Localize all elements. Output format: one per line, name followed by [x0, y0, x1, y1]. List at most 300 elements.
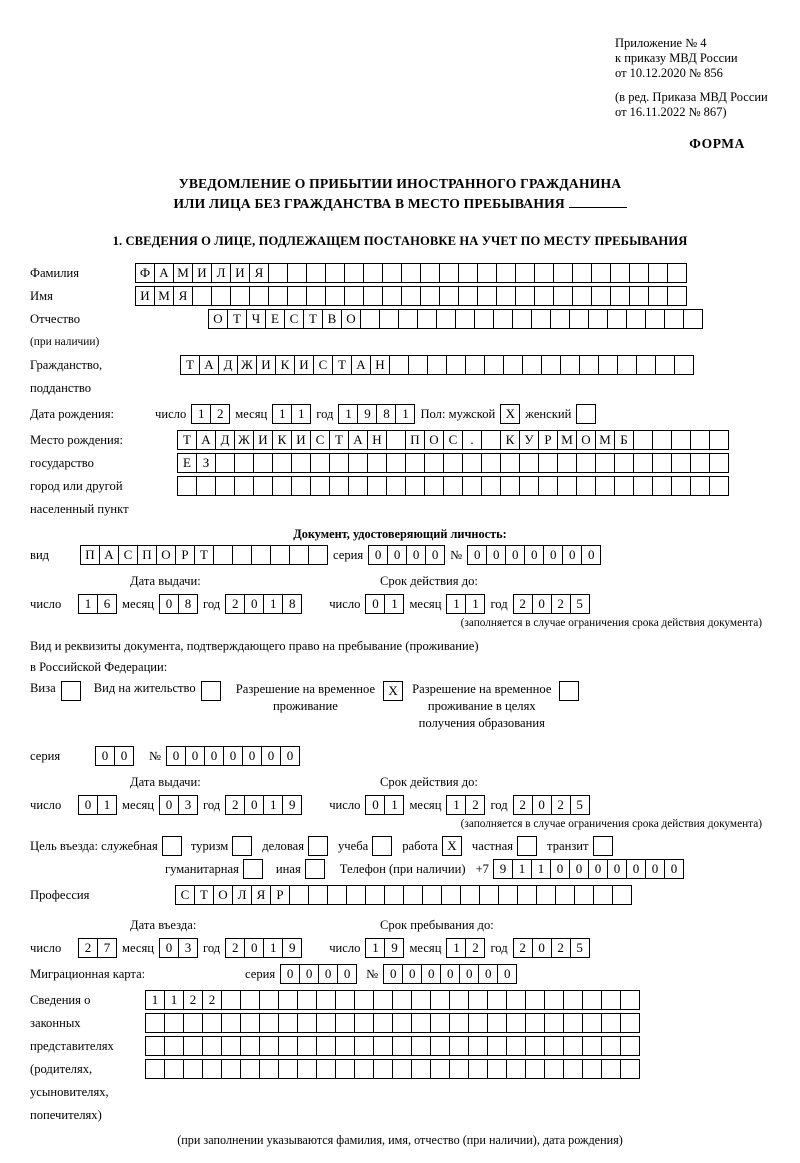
- cell[interactable]: [316, 1059, 336, 1079]
- doc-issue-day-input[interactable]: [78, 594, 116, 614]
- cell[interactable]: [211, 286, 231, 306]
- cell[interactable]: [515, 263, 535, 283]
- cell[interactable]: 2: [513, 795, 533, 815]
- cell[interactable]: М: [557, 430, 577, 450]
- cell[interactable]: [346, 885, 366, 905]
- cell[interactable]: [506, 1013, 526, 1033]
- cell[interactable]: В: [322, 309, 342, 329]
- cell[interactable]: 0: [543, 545, 563, 565]
- cell[interactable]: 1: [446, 594, 466, 614]
- cell[interactable]: 0: [588, 859, 608, 879]
- cell[interactable]: [525, 1013, 545, 1033]
- cell[interactable]: [259, 1013, 279, 1033]
- cell[interactable]: О: [576, 430, 596, 450]
- cell[interactable]: [329, 453, 349, 473]
- cell[interactable]: 2: [513, 594, 533, 614]
- cell[interactable]: [544, 1059, 564, 1079]
- cell[interactable]: Ч: [246, 309, 266, 329]
- cell[interactable]: [253, 476, 273, 496]
- purpose-option-checkbox[interactable]: [372, 836, 392, 856]
- cell[interactable]: [576, 476, 596, 496]
- cell[interactable]: [268, 263, 288, 283]
- cell[interactable]: [582, 990, 602, 1010]
- purpose-option-checkbox[interactable]: [517, 836, 537, 856]
- cell[interactable]: [382, 286, 402, 306]
- patronymic-input[interactable]: [208, 309, 702, 329]
- cell[interactable]: Р: [175, 545, 195, 565]
- cell[interactable]: [305, 859, 325, 879]
- cell[interactable]: [316, 1036, 336, 1056]
- cell[interactable]: [515, 286, 535, 306]
- name-input[interactable]: [135, 286, 686, 306]
- edu-residence-checkbox[interactable]: [559, 681, 578, 701]
- cell[interactable]: 0: [486, 545, 506, 565]
- cell[interactable]: П: [80, 545, 100, 565]
- cell[interactable]: [289, 545, 309, 565]
- cell[interactable]: [344, 286, 364, 306]
- cell[interactable]: [576, 404, 596, 424]
- cell[interactable]: [354, 1036, 374, 1056]
- cell[interactable]: [629, 286, 649, 306]
- cell[interactable]: А: [196, 430, 216, 450]
- cell[interactable]: М: [173, 263, 193, 283]
- cell[interactable]: 8: [282, 594, 302, 614]
- cell[interactable]: 0: [299, 964, 319, 984]
- cell[interactable]: [534, 263, 554, 283]
- cell[interactable]: А: [348, 430, 368, 450]
- cell[interactable]: 1: [338, 404, 358, 424]
- cell[interactable]: 1: [191, 404, 211, 424]
- cell[interactable]: [468, 1036, 488, 1056]
- cell[interactable]: [196, 476, 216, 496]
- stay-issue-month-input[interactable]: [159, 795, 197, 815]
- cell[interactable]: О: [156, 545, 176, 565]
- cell[interactable]: А: [99, 545, 119, 565]
- stay-valid-year-input[interactable]: [513, 795, 589, 815]
- cell[interactable]: 0: [607, 859, 627, 879]
- cell[interactable]: 0: [562, 545, 582, 565]
- cell[interactable]: [531, 309, 551, 329]
- cell[interactable]: 2: [225, 594, 245, 614]
- cell[interactable]: [441, 885, 461, 905]
- cell[interactable]: [503, 355, 523, 375]
- cell[interactable]: [477, 263, 497, 283]
- cell[interactable]: 0: [318, 964, 338, 984]
- cell[interactable]: А: [199, 355, 219, 375]
- cell[interactable]: [538, 476, 558, 496]
- cell[interactable]: [306, 286, 326, 306]
- cell[interactable]: [430, 1036, 450, 1056]
- cell[interactable]: [436, 309, 456, 329]
- cell[interactable]: [373, 1036, 393, 1056]
- cell[interactable]: X: [500, 404, 520, 424]
- cell[interactable]: Я: [173, 286, 193, 306]
- cell[interactable]: 1: [78, 594, 98, 614]
- cell[interactable]: 0: [261, 746, 281, 766]
- cell[interactable]: [487, 990, 507, 1010]
- cell[interactable]: [525, 990, 545, 1010]
- cell[interactable]: Я: [249, 263, 269, 283]
- cell[interactable]: 5: [570, 594, 590, 614]
- cell[interactable]: 8: [178, 594, 198, 614]
- cell[interactable]: [536, 885, 556, 905]
- cell[interactable]: [671, 430, 691, 450]
- stay-year-input[interactable]: [513, 938, 589, 958]
- cell[interactable]: [164, 1013, 184, 1033]
- cell[interactable]: П: [137, 545, 157, 565]
- cell[interactable]: О: [213, 885, 233, 905]
- cell[interactable]: 6: [97, 594, 117, 614]
- birthplace-line-1-input[interactable]: [177, 430, 728, 450]
- cell[interactable]: [259, 1059, 279, 1079]
- cell[interactable]: [289, 885, 309, 905]
- cell[interactable]: 0: [242, 746, 262, 766]
- cell[interactable]: [234, 476, 254, 496]
- legal-rep-line-2-input[interactable]: [145, 1013, 639, 1033]
- cell[interactable]: 2: [465, 938, 485, 958]
- cell[interactable]: [544, 990, 564, 1010]
- cell[interactable]: [221, 990, 241, 1010]
- cell[interactable]: 0: [204, 746, 224, 766]
- cell[interactable]: [607, 309, 627, 329]
- cell[interactable]: Т: [194, 545, 214, 565]
- cell[interactable]: [405, 453, 425, 473]
- cell[interactable]: [348, 476, 368, 496]
- birth-month-input[interactable]: [272, 404, 310, 424]
- cell[interactable]: [449, 1059, 469, 1079]
- cell[interactable]: Я: [251, 885, 271, 905]
- doc-series-input[interactable]: [368, 545, 444, 565]
- cell[interactable]: [553, 263, 573, 283]
- cell[interactable]: [417, 309, 437, 329]
- cell[interactable]: [601, 990, 621, 1010]
- cell[interactable]: 1: [145, 990, 165, 1010]
- cell[interactable]: [420, 263, 440, 283]
- cell[interactable]: 0: [365, 594, 385, 614]
- cell[interactable]: Ф: [135, 263, 155, 283]
- cell[interactable]: [405, 476, 425, 496]
- cell[interactable]: 0: [280, 964, 300, 984]
- cell[interactable]: [633, 476, 653, 496]
- cell[interactable]: И: [256, 355, 276, 375]
- cell[interactable]: Т: [332, 355, 352, 375]
- cell[interactable]: [145, 1036, 165, 1056]
- cell[interactable]: [325, 263, 345, 283]
- cell[interactable]: [316, 1013, 336, 1033]
- cell[interactable]: [582, 1059, 602, 1079]
- cell[interactable]: [201, 681, 221, 701]
- cell[interactable]: 0: [645, 859, 665, 879]
- cell[interactable]: [462, 476, 482, 496]
- cell[interactable]: [297, 990, 317, 1010]
- cell[interactable]: X: [383, 681, 403, 701]
- cell[interactable]: [525, 1036, 545, 1056]
- cell[interactable]: [652, 476, 672, 496]
- purpose-service-checkbox[interactable]: [162, 836, 181, 856]
- cell[interactable]: [443, 476, 463, 496]
- cell[interactable]: [534, 286, 554, 306]
- cell[interactable]: [145, 1059, 165, 1079]
- cell[interactable]: [240, 1059, 260, 1079]
- cell[interactable]: Л: [211, 263, 231, 283]
- cell[interactable]: Т: [194, 885, 214, 905]
- cell[interactable]: [335, 1013, 355, 1033]
- cell[interactable]: [484, 355, 504, 375]
- cell[interactable]: [500, 476, 520, 496]
- cell[interactable]: [392, 1059, 412, 1079]
- cell[interactable]: 0: [425, 545, 445, 565]
- cell[interactable]: [468, 990, 488, 1010]
- cell[interactable]: [633, 453, 653, 473]
- cell[interactable]: [430, 1059, 450, 1079]
- cell[interactable]: [512, 309, 532, 329]
- cell[interactable]: [373, 1059, 393, 1079]
- cell[interactable]: [474, 309, 494, 329]
- cell[interactable]: [363, 263, 383, 283]
- cell[interactable]: [612, 885, 632, 905]
- cell[interactable]: 1: [384, 795, 404, 815]
- cell[interactable]: [582, 1013, 602, 1033]
- cell[interactable]: [601, 1036, 621, 1056]
- cell[interactable]: 0: [524, 545, 544, 565]
- cell[interactable]: [278, 1036, 298, 1056]
- cell[interactable]: [563, 990, 583, 1010]
- stay-series-input[interactable]: [95, 746, 133, 766]
- cell[interactable]: [215, 476, 235, 496]
- cell[interactable]: 1: [263, 594, 283, 614]
- cell[interactable]: [249, 286, 269, 306]
- cell[interactable]: [411, 1059, 431, 1079]
- cell[interactable]: 0: [166, 746, 186, 766]
- cell[interactable]: [671, 453, 691, 473]
- cell[interactable]: [667, 286, 687, 306]
- cell[interactable]: 2: [551, 594, 571, 614]
- cell[interactable]: [636, 355, 656, 375]
- cell[interactable]: [253, 453, 273, 473]
- purpose-option-checkbox[interactable]: [308, 836, 328, 856]
- cell[interactable]: [259, 1036, 279, 1056]
- cell[interactable]: Т: [303, 309, 323, 329]
- cell[interactable]: 9: [282, 795, 302, 815]
- cell[interactable]: [709, 476, 729, 496]
- cell[interactable]: [572, 286, 592, 306]
- cell[interactable]: [183, 1036, 203, 1056]
- birthplace-line-2-input[interactable]: [177, 453, 728, 473]
- cell[interactable]: 1: [465, 594, 485, 614]
- visa-checkbox[interactable]: [61, 681, 80, 701]
- entry-month-input[interactable]: [159, 938, 197, 958]
- cell[interactable]: О: [208, 309, 228, 329]
- cell[interactable]: 2: [225, 795, 245, 815]
- cell[interactable]: [595, 453, 615, 473]
- cell[interactable]: К: [272, 430, 292, 450]
- cell[interactable]: 0: [459, 964, 479, 984]
- cell[interactable]: А: [154, 263, 174, 283]
- cell[interactable]: [360, 309, 380, 329]
- cell[interactable]: [430, 990, 450, 1010]
- doc-valid-year-input[interactable]: [513, 594, 589, 614]
- cell[interactable]: [579, 355, 599, 375]
- cell[interactable]: [652, 430, 672, 450]
- cell[interactable]: [655, 355, 675, 375]
- cell[interactable]: [202, 1059, 222, 1079]
- cell[interactable]: [310, 453, 330, 473]
- cell[interactable]: И: [294, 355, 314, 375]
- cell[interactable]: [427, 355, 447, 375]
- cell[interactable]: [468, 1059, 488, 1079]
- cell[interactable]: [327, 885, 347, 905]
- cell[interactable]: [458, 286, 478, 306]
- cell[interactable]: [595, 476, 615, 496]
- cell[interactable]: 2: [183, 990, 203, 1010]
- cell[interactable]: Т: [227, 309, 247, 329]
- cell[interactable]: 1: [263, 938, 283, 958]
- cell[interactable]: У: [519, 430, 539, 450]
- cell[interactable]: 1: [512, 859, 532, 879]
- cell[interactable]: [316, 990, 336, 1010]
- cell[interactable]: [310, 476, 330, 496]
- cell[interactable]: [487, 1036, 507, 1056]
- cell[interactable]: [240, 990, 260, 1010]
- cell[interactable]: [259, 990, 279, 1010]
- cell[interactable]: [674, 355, 694, 375]
- cell[interactable]: [582, 1036, 602, 1056]
- cell[interactable]: [232, 545, 252, 565]
- entry-year-input[interactable]: [225, 938, 301, 958]
- cell[interactable]: [335, 990, 355, 1010]
- cell[interactable]: Т: [177, 430, 197, 450]
- cell[interactable]: М: [595, 430, 615, 450]
- cell[interactable]: 1: [291, 404, 311, 424]
- stay-issue-day-input[interactable]: [78, 795, 116, 815]
- cell[interactable]: [690, 476, 710, 496]
- cell[interactable]: [230, 286, 250, 306]
- cell[interactable]: 7: [97, 938, 117, 958]
- cell[interactable]: [363, 286, 383, 306]
- cell[interactable]: 2: [225, 938, 245, 958]
- cell[interactable]: [221, 1059, 241, 1079]
- cell[interactable]: [424, 476, 444, 496]
- cell[interactable]: 0: [497, 964, 517, 984]
- cell[interactable]: [373, 1013, 393, 1033]
- cell[interactable]: [550, 309, 570, 329]
- cell[interactable]: [306, 263, 326, 283]
- cell[interactable]: [367, 453, 387, 473]
- cell[interactable]: [411, 1036, 431, 1056]
- cell[interactable]: [398, 309, 418, 329]
- legal-rep-line-4-input[interactable]: [145, 1059, 639, 1079]
- cell[interactable]: [354, 1059, 374, 1079]
- cell[interactable]: [667, 263, 687, 283]
- cell[interactable]: [443, 453, 463, 473]
- cell[interactable]: 0: [532, 594, 552, 614]
- cell[interactable]: [291, 476, 311, 496]
- cell[interactable]: С: [284, 309, 304, 329]
- entry-day-input[interactable]: [78, 938, 116, 958]
- cell[interactable]: [329, 476, 349, 496]
- cell[interactable]: 9: [357, 404, 377, 424]
- cell[interactable]: [411, 990, 431, 1010]
- cell[interactable]: [272, 476, 292, 496]
- cell[interactable]: [620, 1059, 640, 1079]
- cell[interactable]: И: [291, 430, 311, 450]
- cell[interactable]: [386, 430, 406, 450]
- cell[interactable]: [162, 836, 182, 856]
- cell[interactable]: [506, 1036, 526, 1056]
- cell[interactable]: [671, 476, 691, 496]
- stay-month-input[interactable]: [446, 938, 484, 958]
- cell[interactable]: [439, 263, 459, 283]
- cell[interactable]: 0: [368, 545, 388, 565]
- cell[interactable]: И: [230, 263, 250, 283]
- cell[interactable]: 5: [570, 795, 590, 815]
- cell[interactable]: [335, 1036, 355, 1056]
- cell[interactable]: [576, 453, 596, 473]
- cell[interactable]: 1: [272, 404, 292, 424]
- cell[interactable]: [449, 1036, 469, 1056]
- cell[interactable]: 0: [532, 795, 552, 815]
- cell[interactable]: [424, 453, 444, 473]
- cell[interactable]: [221, 1013, 241, 1033]
- cell[interactable]: [645, 309, 665, 329]
- cell[interactable]: [392, 990, 412, 1010]
- cell[interactable]: [468, 1013, 488, 1033]
- cell[interactable]: З: [196, 453, 216, 473]
- birthplace-line-3-input[interactable]: [177, 476, 728, 496]
- cell[interactable]: [506, 990, 526, 1010]
- legal-rep-line-1-input[interactable]: [145, 990, 639, 1010]
- cell[interactable]: [401, 263, 421, 283]
- cell[interactable]: [563, 1036, 583, 1056]
- cell[interactable]: [251, 545, 271, 565]
- cell[interactable]: [477, 286, 497, 306]
- cell[interactable]: [465, 355, 485, 375]
- cell[interactable]: [308, 545, 328, 565]
- cell[interactable]: 0: [402, 964, 422, 984]
- cell[interactable]: 1: [395, 404, 415, 424]
- cell[interactable]: [430, 1013, 450, 1033]
- cell[interactable]: [690, 430, 710, 450]
- cell[interactable]: [610, 263, 630, 283]
- purpose-humanitarian-checkbox[interactable]: [243, 859, 262, 879]
- purpose-option-checkbox[interactable]: [232, 836, 252, 856]
- cell[interactable]: [493, 309, 513, 329]
- cell[interactable]: [620, 1013, 640, 1033]
- cell[interactable]: [403, 885, 423, 905]
- cell[interactable]: [629, 263, 649, 283]
- cell[interactable]: [455, 309, 475, 329]
- doc-number-input[interactable]: [467, 545, 600, 565]
- cell[interactable]: Т: [329, 430, 349, 450]
- cell[interactable]: 0: [421, 964, 441, 984]
- cell[interactable]: [598, 355, 618, 375]
- cell[interactable]: 8: [376, 404, 396, 424]
- cell[interactable]: [620, 1036, 640, 1056]
- cell[interactable]: [268, 286, 288, 306]
- cell[interactable]: [588, 309, 608, 329]
- cell[interactable]: И: [135, 286, 155, 306]
- cell[interactable]: Р: [270, 885, 290, 905]
- cell[interactable]: 0: [406, 545, 426, 565]
- cell[interactable]: Ж: [234, 430, 254, 450]
- cell[interactable]: [487, 1013, 507, 1033]
- cell[interactable]: 9: [282, 938, 302, 958]
- cell[interactable]: [591, 286, 611, 306]
- stay-number-input[interactable]: [166, 746, 299, 766]
- cell[interactable]: [308, 885, 328, 905]
- cell[interactable]: [517, 885, 537, 905]
- profession-input[interactable]: [175, 885, 631, 905]
